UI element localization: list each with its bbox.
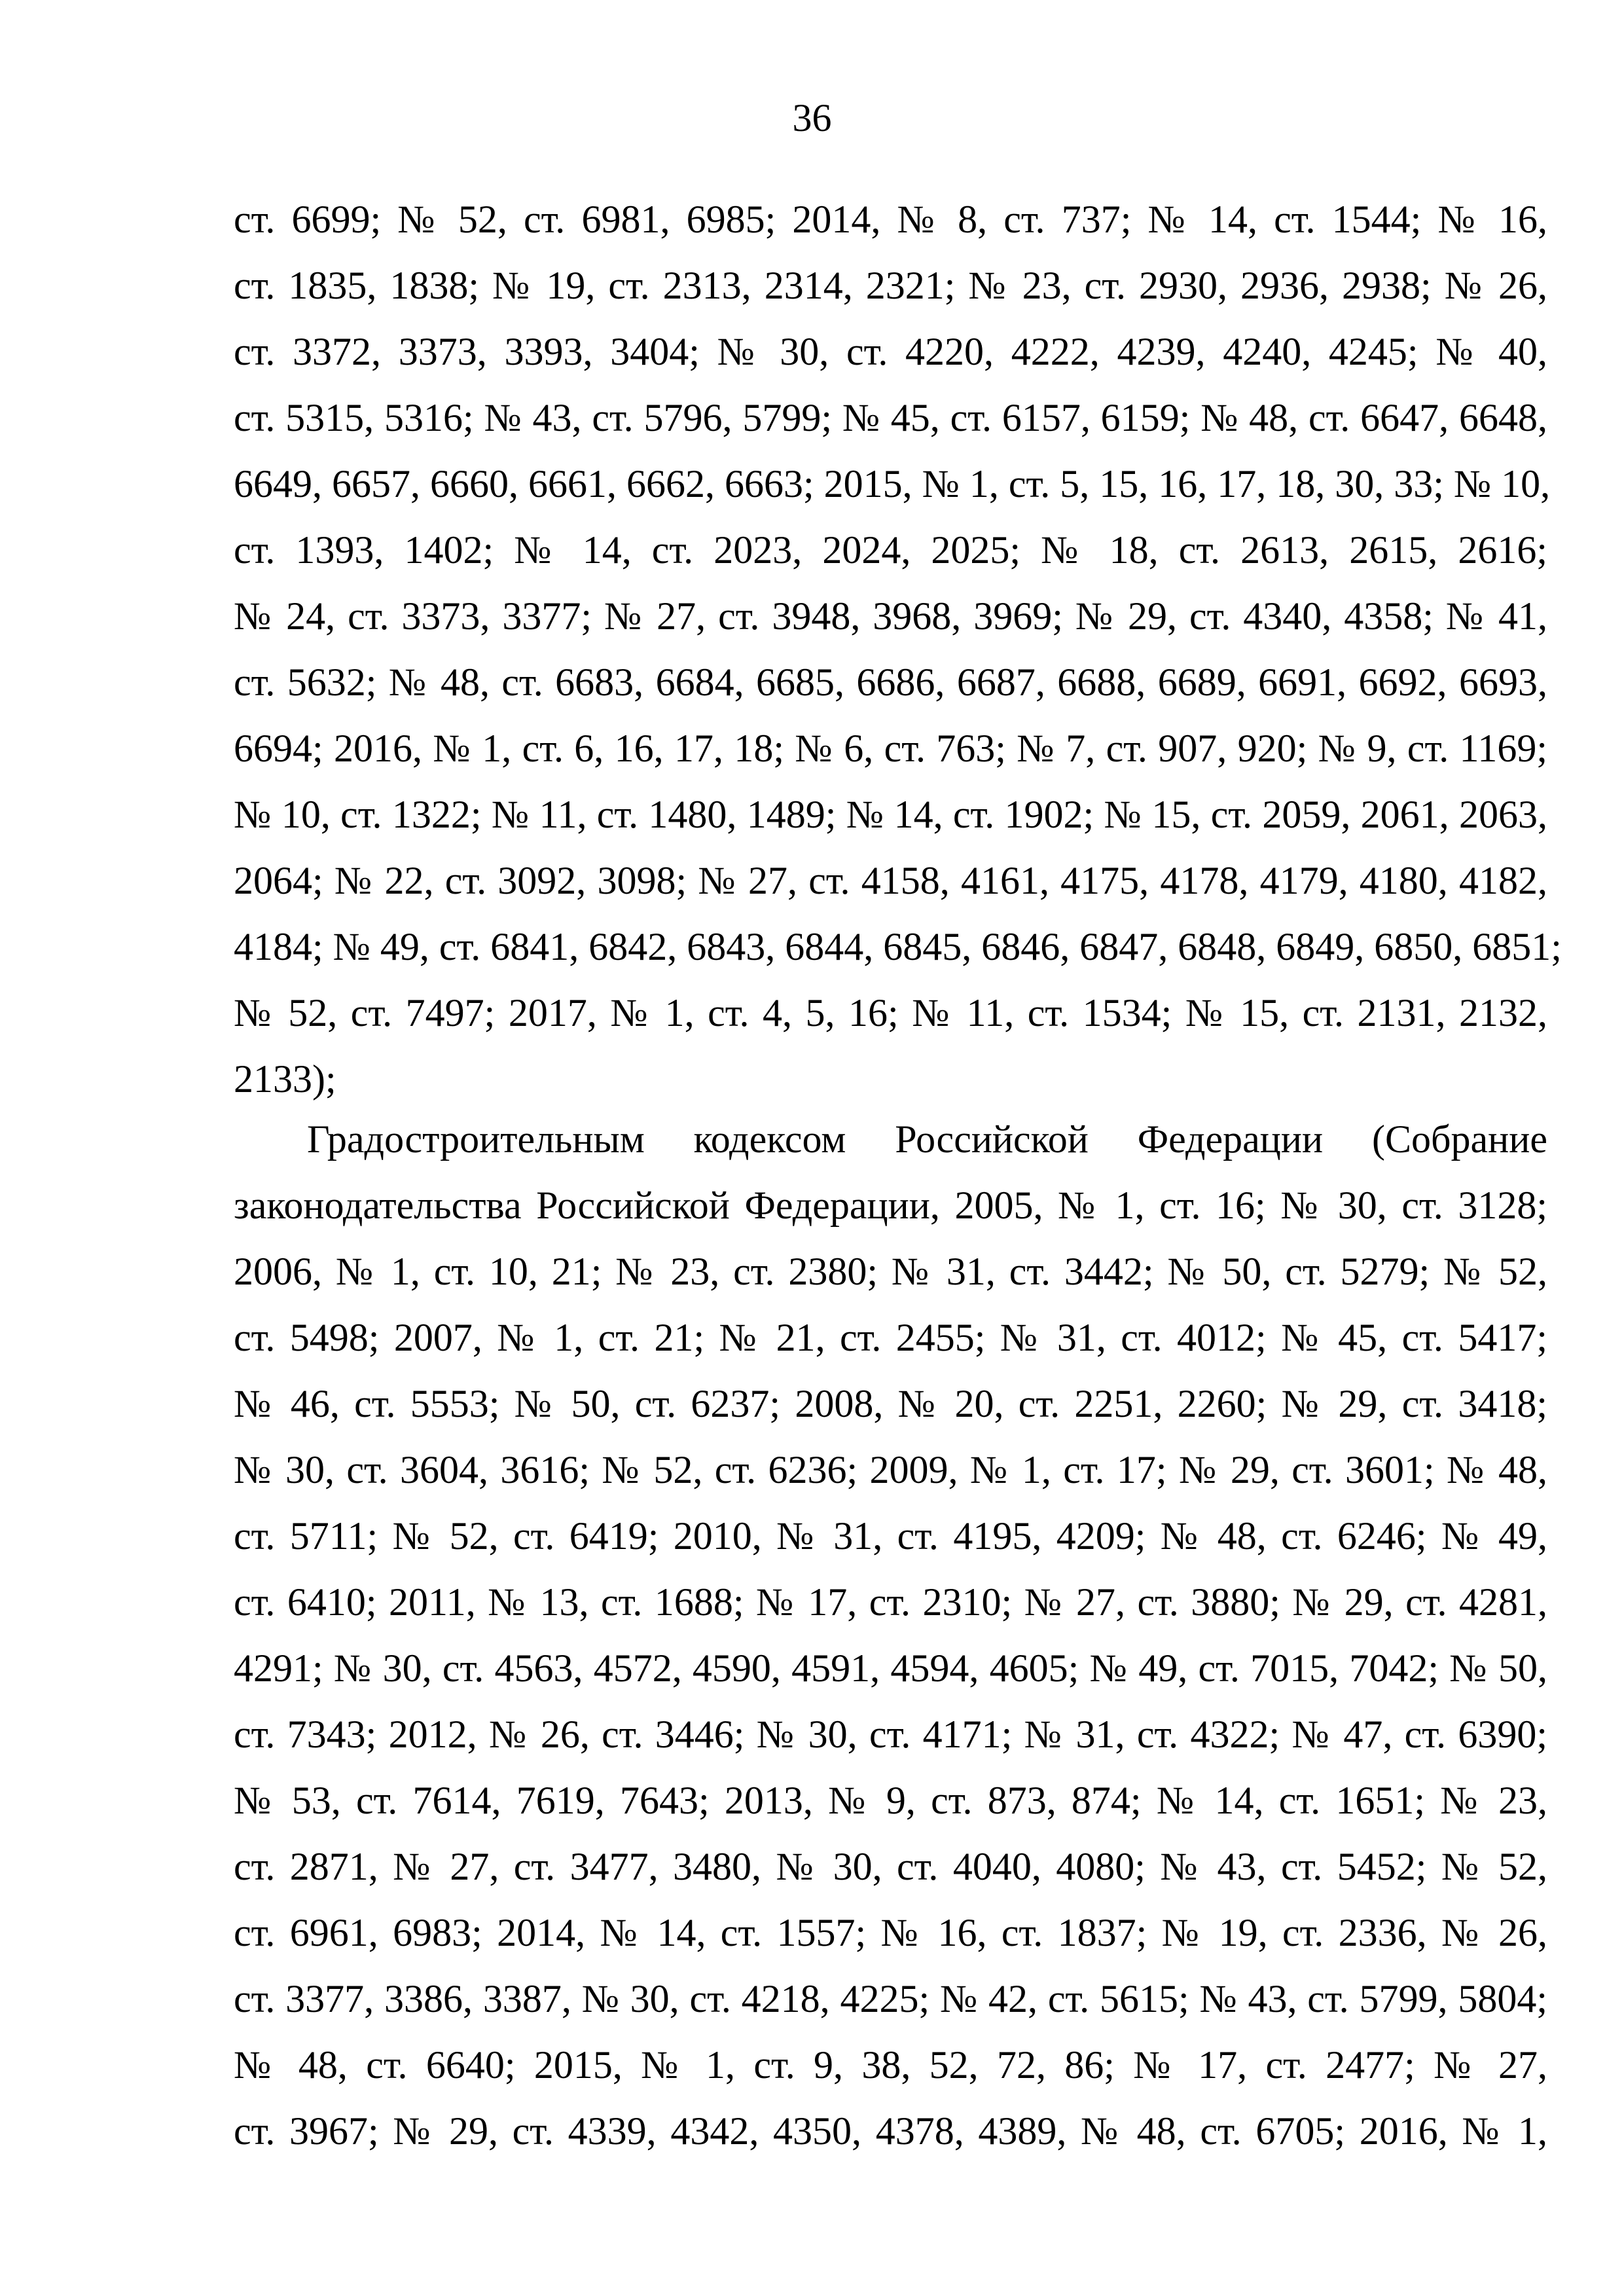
text-line: № 46, ст. 5553; № 50, ст. 6237; 2008, № 20, ст. 2251, 2260; № 29, ст. 3418; <box>234 1382 1547 1425</box>
text-line: № 30, ст. 3604, 3616; № 52, ст. 6236; 2009, № 1, ст. 17; № 29, ст. 3601; № 48, <box>234 1448 1547 1491</box>
text-line: ст. 6410; 2011, № 13, ст. 1688; № 17, ст. 2310; № 27, ст. 3880; № 29, ст. 4281, <box>234 1580 1547 1624</box>
text-line: законодательства Российской Федерации, 2005, № 1, ст. 16; № 30, ст. 3128; <box>234 1184 1547 1227</box>
text-line: ст. 7343; 2012, № 26, ст. 3446; № 30, ст. 4171; № 31, ст. 4322; № 47, ст. 6390; <box>234 1713 1547 1756</box>
text-line: 4291; № 30, ст. 4563, 4572, 4590, 4591, 4594, 4605; № 49, ст. 7015, 7042; № 50, <box>234 1647 1547 1690</box>
text-line: 6694; 2016, № 1, ст. 6, 16, 17, 18; № 6, ст. 763; № 7, ст. 907, 920; № 9, ст. 1169; <box>234 727 1547 770</box>
text-line: ст. 5498; 2007, № 1, ст. 21; № 21, ст. 2455; № 31, ст. 4012; № 45, ст. 5417; <box>234 1316 1547 1359</box>
text-line: ст. 6961, 6983; 2014, № 14, ст. 1557; № 16, ст. 1837; № 19, ст. 2336, № 26, <box>234 1911 1547 1954</box>
text-line: 4184; № 49, ст. 6841, 6842, 6843, 6844, 6845, 6846, 6847, 6848, 6849, 6850, 6851; <box>234 925 1562 968</box>
text-line: 6649, 6657, 6660, 6661, 6662, 6663; 2015, № 1, ст. 5, 15, 16, 17, 18, 30, 33; № 10, <box>234 462 1551 505</box>
text-line: № 24, ст. 3373, 3377; № 27, ст. 3948, 3968, 3969; № 29, ст. 4340, 4358; № 41, <box>234 594 1547 638</box>
text-line: ст. 1835, 1838; № 19, ст. 2313, 2314, 2321; № 23, ст. 2930, 2936, 2938; № 26, <box>234 264 1547 307</box>
text-line: ст. 2871, № 27, ст. 3477, 3480, № 30, ст. 4040, 4080; № 43, ст. 5452; № 52, <box>234 1845 1547 1888</box>
text-line: ст. 6699; № 52, ст. 6981, 6985; 2014, № 8, ст. 737; № 14, ст. 1544; № 16, <box>234 198 1547 241</box>
text-line: 2006, № 1, ст. 10, 21; № 23, ст. 2380; № 31, ст. 3442; № 50, ст. 5279; № 52, <box>234 1250 1547 1293</box>
text-line: Градостроительным кодексом Российской Федерации (Собрание <box>307 1118 1547 1161</box>
text-line: ст. 5315, 5316; № 43, ст. 5796, 5799; № 45, ст. 6157, 6159; № 48, ст. 6647, 6648, <box>234 396 1547 439</box>
text-line: № 53, ст. 7614, 7619, 7643; 2013, № 9, ст. 873, 874; № 14, ст. 1651; № 23, <box>234 1779 1547 1822</box>
page-number: 36 <box>792 96 832 139</box>
text-line: № 48, ст. 6640; 2015, № 1, ст. 9, 38, 52, 72, 86; № 17, ст. 2477; № 27, <box>234 2043 1547 2086</box>
text-line: ст. 5632; № 48, ст. 6683, 6684, 6685, 6686, 6687, 6688, 6689, 6691, 6692, 6693, <box>234 661 1547 704</box>
text-line: ст. 1393, 1402; № 14, ст. 2023, 2024, 2025; № 18, ст. 2613, 2615, 2616; <box>234 528 1547 572</box>
citation-paragraph-2 <box>234 1106 1547 2164</box>
text-line: 2064; № 22, ст. 3092, 3098; № 27, ст. 4158, 4161, 4175, 4178, 4179, 4180, 4182, <box>234 859 1547 902</box>
citation-paragraph-1 <box>234 187 1562 1112</box>
text-line: ст. 3377, 3386, 3387, № 30, ст. 4218, 4225; № 42, ст. 5615; № 43, ст. 5799, 5804; <box>234 1977 1547 2020</box>
text-line: ст. 5711; № 52, ст. 6419; 2010, № 31, ст. 4195, 4209; № 48, ст. 6246; № 49, <box>234 1514 1547 1558</box>
text-line: 2133); <box>234 1057 336 1101</box>
text-line: № 10, ст. 1322; № 11, ст. 1480, 1489; № 14, ст. 1902; № 15, ст. 2059, 2061, 2063, <box>234 793 1547 836</box>
text-line: № 52, ст. 7497; 2017, № 1, ст. 4, 5, 16; № 11, ст. 1534; № 15, ст. 2131, 2132, <box>234 991 1547 1034</box>
text-line: ст. 3372, 3373, 3393, 3404; № 30, ст. 4220, 4222, 4239, 4240, 4245; № 40, <box>234 330 1547 373</box>
text-line: ст. 3967; № 29, ст. 4339, 4342, 4350, 4378, 4389, № 48, ст. 6705; 2016, № 1, <box>234 2109 1547 2153</box>
